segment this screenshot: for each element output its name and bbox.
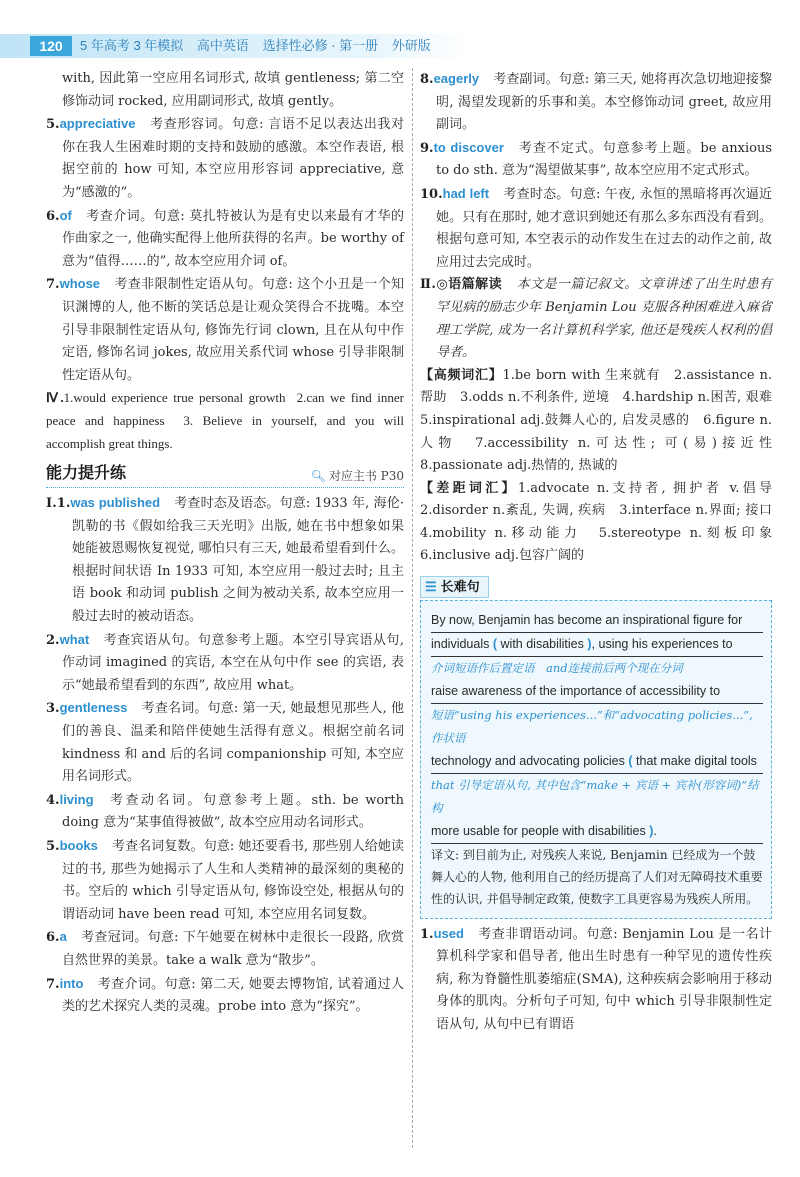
answer-item: 10.had left 考查时态。句意: 午夜, 永恒的黑暗将再次逼近她。只有在那时, 她才意识到她还有那么多东西没有看到。根据句意可知, 本空表示的动作发生在过去的动作之前, 故应用过去完成时。 [420, 185, 772, 270]
explanation: 考查副词。句意: 第三天, 她将再次急切地迎接黎明, 渴望发现新的乐事和美。本空修饰动词 greet, 故应用副词。 [436, 72, 772, 133]
explanation: 考查形容词。句意: 言语不足以表达出我对你在我人生困难时期的支持和鼓励的感激。本空作表语, 根据空前的 how 可知, 本空应用形容词 appreciative, 意为“感激的”。 [62, 117, 404, 200]
answer-word: gentleness [59, 700, 128, 716]
summary-label: ◎语篇解读 [435, 277, 503, 293]
subject: 高中英语 [196, 38, 249, 53]
answer-word: was published [70, 495, 161, 511]
answer-word: to discover [433, 139, 504, 155]
explanation: 考查非限制性定语从句。句意: 这个小丑是一个知识渊博的人, 他不断的笑话总是让观众笑得合不拢嘴。本空引导非限制性定语从句, 修饰先行词 clown, 且在从句中作定语, 修饰名词 jokes, 故应用关系代词 whose 引导非限制性定语从句。 [62, 277, 404, 383]
answer-word: eagerly [433, 71, 480, 86]
publisher: 外研版 [391, 38, 431, 53]
sentence-line: individuals ( with disabilities ), using his experiences to [431, 633, 763, 657]
part4-answers: Ⅳ.1.would experience true personal growth 2.can we find inner peace and happiness 3. Believe in yourself, and you will accomplish great things. [46, 390, 405, 451]
answer-word: of [59, 207, 72, 223]
translation: 译文: 到目前为止, 对残疾人来说, Benjamin 已经成为一个鼓舞人心的人物, 他利用自己的经历提高了人们对无障碍技术重要性的认识, 并倡导制定政策, 使数字工具更容易为残疾人所用。 [431, 847, 763, 906]
answer-word: a [59, 929, 67, 945]
answer-item: Ⅰ.1.was published 考查时态及语态。句意: 1933 年, 海伦·凯勒的书《假如给我三天光明》出版, 她在书中想象如果她能被恩赐恢复视觉, 哪怕只有三天, 她最希望看到什么。根据时间状语 In 1933 可知, 本空应用一般过去时; 且主语 book 和动词 publish 之间为被动关系, 故本空应用一般过去时的被动语态。 [46, 495, 404, 625]
grammar-note: that 引导定语从句, 其中包含“make + 宾语 + 宾补(形容词)”结构 [431, 777, 759, 815]
answer-word: whose [59, 276, 101, 292]
long-sentence-panel [420, 576, 772, 919]
answer-word: appreciative [59, 116, 136, 132]
explanation: 考查介词。句意: 第二天, 她要去博物馆, 试着通过人类的艺术探究人类的灵魂。probe into 意为“探究”。 [62, 976, 404, 1015]
column-divider [412, 68, 413, 1148]
explanation: 考查时态及语态。句意: 1933 年, 海伦·凯勒的书《假如给我三天光明》出版, 她在书中想象如果她能被恩赐恢复视觉, 哪怕只有三天, 她最希望看到什么。根据时间状语 In 1933 可知, 本空应用一般过去时; 且主语 book 和动词 publish 之间为被动关系, 故本空应用一般过去时的被动语态。 [72, 496, 404, 625]
long-sentence-tag: ☰ 长难句 [420, 576, 489, 598]
right-column [420, 68, 786, 1037]
sentence-line: By now, Benjamin has become an inspirational figure for [431, 609, 763, 633]
answer-word: what [59, 631, 90, 647]
answer-word: used [433, 925, 464, 941]
left-column [46, 68, 404, 1019]
book-icon: ☰ [425, 579, 437, 595]
explanation: 考查介词。句意: 莫扎特被认为是有史以来最有才华的作曲家之一, 他确实配得上他所获得的名声。be worthy of 意为“值得……的”, 故本空应用介词 of。 [62, 208, 404, 269]
book-title: 5 年高考 3 年模拟 [80, 38, 184, 53]
section-title: 能力提升练 [46, 465, 127, 483]
high-frequency-vocab: 【高频词汇】1.be born with 生来就有 2.assistance n. 帮助 3.odds n.不利条件, 逆境 4.hardship n.困苦, 艰难 5.inspirational adj.鼓舞人心的, 启发灵感的 6.figure n.人物 7.accessibility n.可达性; 可(易)接近性 8.passionate adj.热情的, 热诚的 [420, 367, 786, 474]
section-reference: 🔍︎ 对应主书 P30 [310, 469, 404, 484]
sentence-line: technology and advocating policies ( that make digital tools [431, 750, 763, 774]
answer-item: 7.whose 考查非限制性定语从句。句意: 这个小丑是一个知识渊博的人, 他不断的笑话总是让观众笑得合不拢嘴。本空引导非限制性定语从句, 修饰先行词 clown, 且在从句中作定语, 修饰名词 jokes, 故应用关系代词 whose 引导非限制性定语从句。 [46, 276, 404, 383]
answer-item: 8.eagerly 考查副词。句意: 第三天, 她将再次急切地迎接黎明, 渴望发现新的乐事和美。本空修饰动词 greet, 故应用副词。 [420, 71, 772, 133]
explanation: 考查冠词。句意: 下午她要在树林中走很长一段路, 欣赏自然世界的美景。take a walk 意为“散步”。 [62, 930, 404, 968]
answer-word: books [59, 838, 98, 853]
header-title [80, 36, 441, 56]
long-sentence-box [420, 600, 772, 919]
answer-item: 5.books 考查名词复数。句意: 她还要看书, 那些别人给她读过的书, 那些为她揭示了人生和人类精神的最深刻的奥秘的书。空后的 which 引导定语从句, 修饰设空处, 根据从句的谓语动词 have been read 可知, 本空应用名词复数。 [46, 838, 404, 922]
answer-item: 2.what 考查宾语从句。句意参考上题。本空引导宾语从句, 作动词 imagined 的宾语, 本空在从句中作 see 的宾语, 表示“她最希望看到的东西”, 故应用 what。 [46, 631, 404, 693]
answer-item: 4.living 考查动名词。句意参考上题。sth. be worth doing 意为“某事值得被做”, 故本空应用动名词形式。 [46, 791, 404, 831]
answer-item: 5.appreciative 考查形容词。句意: 言语不足以表达出我对你在我人生困难时期的支持和鼓励的感激。本空作表语, 根据空前的 how 可知, 本空应用形容词 appreciative, 意为“感激的”。 [46, 116, 404, 200]
explanation: 考查宾语从句。句意参考上题。本空引导宾语从句, 作动词 imagined 的宾语, 本空在从句中作 see 的宾语, 表示“她最希望看到的东西”, 故应用 what。 [62, 632, 404, 693]
answer-item: 7.into 考查介词。句意: 第二天, 她要去博物馆, 试着通过人类的艺术探究人类的灵魂。probe into 意为“探究”。 [46, 975, 404, 1015]
answer-word: living [59, 791, 94, 807]
grammar-note: 介词短语作后置定语 and连接前后两个现在分词 [431, 660, 683, 675]
intro-text: with, 因此第一空应用名词形式, 故填 gentleness; 第二空修饰动词 rocked, 应用副词形式, 故填 gently。 [62, 71, 404, 109]
sentence-line: more usable for people with disabilities ). [431, 820, 763, 844]
page-number: 120 [30, 36, 72, 56]
gap-vocab: 【差距词汇】1.advocate n.支持者, 拥护者 v.倡导 2.disorder n.紊乱, 失调, 疾病 3.interface n.界面; 接口 4.mobility n.移动能力 5.stereotype n.刻板印象 6.inclusive adj.包容广阔的 [420, 480, 786, 564]
explanation: 考查动名词。句意参考上题。sth. be worth doing 意为“某事值得被做”, 故本空应用动名词形式。 [62, 792, 404, 831]
section-header [46, 463, 404, 488]
answer-item: 6.a 考查冠词。句意: 下午她要在树林中走很长一段路, 欣赏自然世界的美景。take a walk 意为“散步”。 [46, 929, 404, 968]
search-icon: 🔍︎ [310, 469, 326, 484]
answer-item: 9.to discover 考查不定式。句意参考上题。be anxious to do sth. 意为“渴望做某事”, 故本空应用不定式形式。 [420, 139, 772, 179]
answer-item: 6.of 考查介词。句意: 莫扎特被认为是有史以来最有才华的作曲家之一, 他确实配得上他所获得的名声。be worthy of 意为“值得……的”, 故本空应用介词 of。 [46, 207, 404, 269]
grammar-note: 短语“using his experiences...”和“advocating policies...”, 作状语 [431, 707, 753, 745]
answer-word: into [59, 975, 84, 991]
passage-summary: Ⅱ.◎语篇解读 本文是一篇记叙文。文章讲述了出生时患有罕见病的励志少年 Benjamin Lou 克服各种困难进入麻省理工学院, 成为一名计算机科学家, 他还是残疾人权利的倡导者。 [420, 277, 772, 361]
explanation: 考查非谓语动词。句意: Benjamin Lou 是一名计算机科学家和倡导者, 他出生时患有一种罕见的遗传性疾病, 称为脊髓性肌萎缩症(SMA), 这种疾病会影响用于移动身体的肌肉。分析句子可知, 句中 which 引导非限制性定语从句, 从句中已有谓语 [436, 926, 772, 1033]
sentence-line: raise awareness of the importance of accessibility to [431, 680, 763, 704]
answer-item: 1.used 考查非谓语动词。句意: Benjamin Lou 是一名计算机科学家和倡导者, 他出生时患有一种罕见的遗传性疾病, 称为脊髓性肌萎缩症(SMA), 这种疾病会影响用于移动身体的肌肉。分析句子可知, 句中 which 引导非限制性定语从句, 从句中已有谓语 [420, 925, 772, 1033]
page-header [0, 0, 800, 58]
answer-word: had left [442, 185, 490, 201]
explanation: 考查名词。句意: 第一天, 她最想见那些人, 他们的善良、温柔和陪伴使她生活得有意义。根据空前名词 kindness 和 and 后的名词 companionship 可知, 本空应用名词形式。 [62, 701, 404, 785]
explanation: 考查不定式。句意参考上题。be anxious to do sth. 意为“渴望做某事”, 故本空应用不定式形式。 [436, 140, 772, 179]
explanation: 考查时态。句意: 午夜, 永恒的黑暗将再次逼近她。只有在那时, 她才意识到她还有那么多东西没有看到。根据句意可知, 本空表示的动作发生在过去的动作之前, 故应用过去完成时。 [436, 186, 772, 270]
explanation: 考查名词复数。句意: 她还要看书, 那些别人给她读过的书, 那些为她揭示了人生和人类精神的最深刻的奥秘的书。空后的 which 引导定语从句, 修饰设空处, 根据从句的谓语动词 have been read 可知, 本空应用名词复数。 [62, 839, 404, 922]
volume: 选择性必修 · 第一册 [262, 38, 379, 53]
answer-item: 3.gentleness 考查名词。句意: 第一天, 她最想见那些人, 他们的善良、温柔和陪伴使她生活得有意义。根据空前名词 kindness 和 and 后的名词 companionship 可知, 本空应用名词形式。 [46, 700, 404, 785]
